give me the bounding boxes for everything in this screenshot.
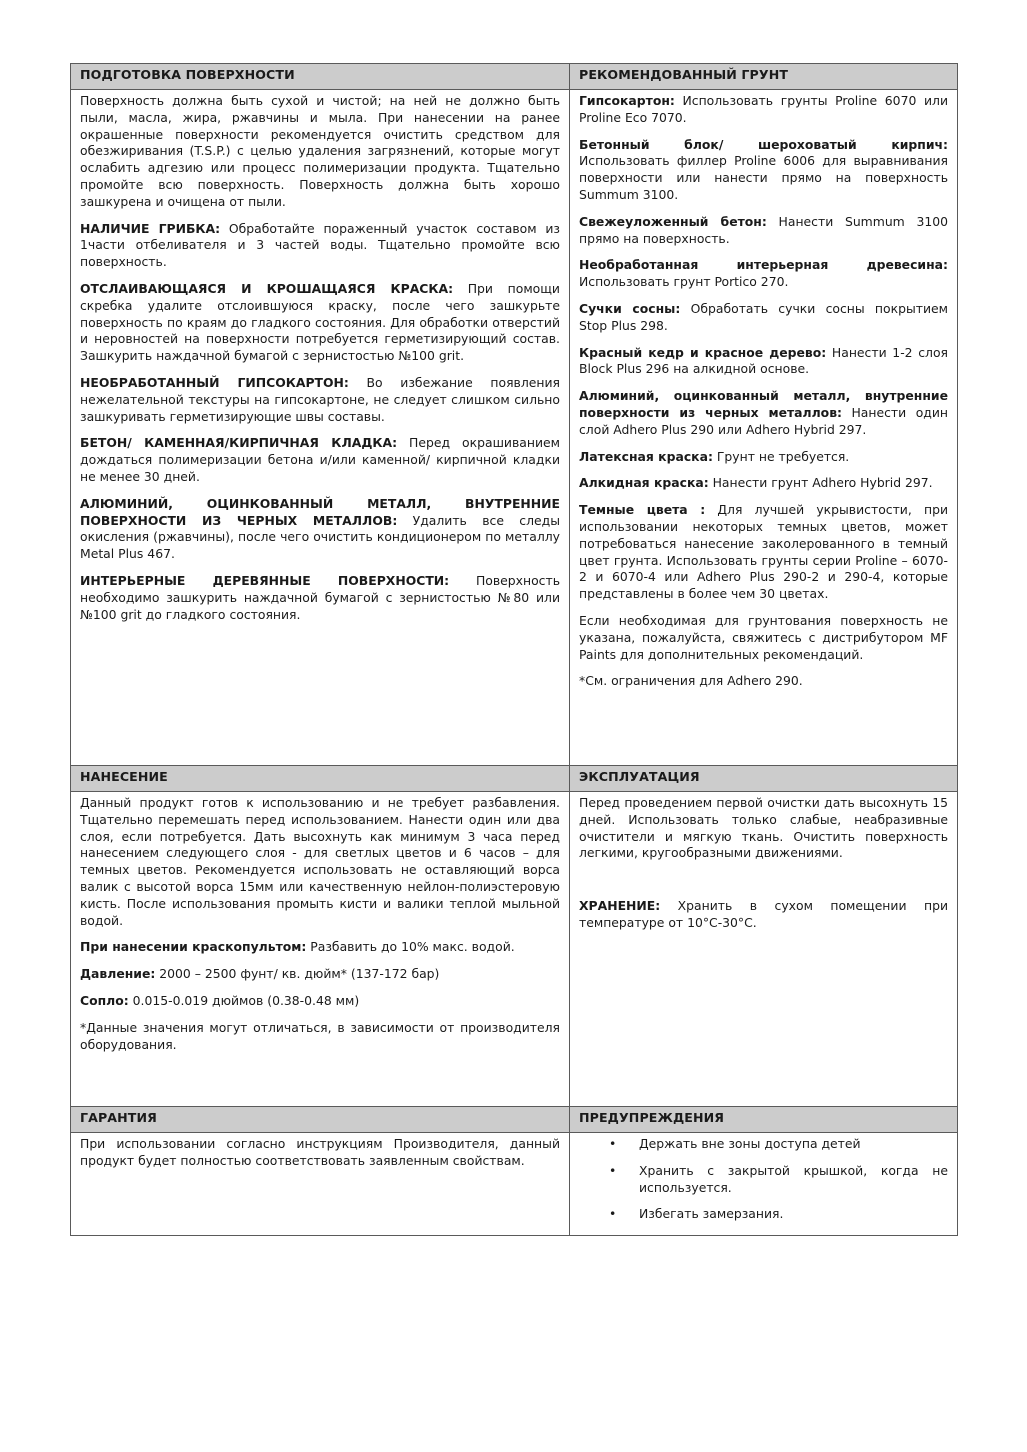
primer-item xyxy=(579,137,948,204)
storage-text: Хранить в сухом помещении при температуре от 10°C-30°C. xyxy=(579,898,948,930)
item-label: Гипсокартон: xyxy=(579,93,675,108)
item-label: ИНТЕРЬЕРНЫЕ ДЕРЕВЯННЫЕ ПОВЕРХНОСТИ: xyxy=(80,572,450,588)
primer-footnote: *См. ограничения для Adhero 290. xyxy=(579,673,803,689)
item-text: Нанести Summum 3100 прямо на поверхность. xyxy=(579,213,948,246)
item-text: 2000 – 2500 фунт/ кв. дюйм* (137-172 бар) xyxy=(155,966,440,982)
warnings-cell xyxy=(570,1133,958,1236)
primer-item xyxy=(579,502,948,603)
warranty-text: При использовании согласно инструкциям Производителя, данный продукт будет полностью соответствовать заявленным свойствам. xyxy=(80,1136,560,1168)
item-text: При помощи скребка удалите отслоившуюся краску, после чего зашкурьте поверхность по краям до гладкого состояния. Для обработки отверстий и неровностей на поверхности потребуется герметизирующий состав. Зашкурить наждачной бумагой с зернистостью №100 grit. xyxy=(80,280,560,364)
storage-item xyxy=(579,898,948,932)
item-label: НЕОБРАБОТАННЫЙ ГИПСОКАРТОН: xyxy=(80,374,349,390)
item-text: Нанести один слой Adhero Plus 290 или Adhero Hybrid 297. xyxy=(579,404,948,437)
primer-item xyxy=(579,301,948,335)
warning-text: Избегать замерзания. xyxy=(639,1206,784,1222)
warranty-cell xyxy=(71,1133,570,1236)
item-text: Обработать сучки сосны покрытием Stop Plus 298. xyxy=(579,300,948,333)
primer-item xyxy=(579,388,948,438)
item-text: 0.015-0.019 дюймов (0.38-0.48 мм) xyxy=(128,992,360,1008)
bullet-icon: • xyxy=(609,1206,617,1222)
bullet-icon: • xyxy=(609,1162,617,1178)
surface-prep-heading: ПОДГОТОВКА ПОВЕРХНОСТИ xyxy=(71,64,570,90)
application-item xyxy=(80,993,560,1010)
header-row-3 xyxy=(71,1107,958,1133)
surface-prep-intro: Поверхность должна быть сухой и чистой; на ней не должно быть пыли, масла, жира, ржавчины и мыла. При нанесении на ранее окрашенные поверхности рекомендуется очистить средством для обезжиривания (T.S.P.) с целью удаления загрязнений, которые могут ослабить адгезию или процесс полимеризации продукта. Тщательно промойте всю поверхность. Поверхность должна быть хорошо зашкурена и очищена от пыли. xyxy=(80,93,560,209)
item-text: Во избежание появления нежелательной текстуры на гипсокартоне, не следует слишком сильно зашкуривать герметизирующие швы составы. xyxy=(80,374,560,424)
surface-prep-item xyxy=(80,375,560,425)
item-text: Использовать грунты Proline 6070 или Proline Eco 7070. xyxy=(579,93,948,125)
warning-item xyxy=(579,1206,948,1223)
maintenance-text: Перед проведением первой очистки дать высохнуть 15 дней. Использовать только слабые, неабразивные очистители и мягкую ткань. Очистить поверхность легкими, кругообразными движениями. xyxy=(579,795,948,861)
header-row-1 xyxy=(71,64,958,90)
item-text: Перед окрашиванием дождаться полимеризации бетона и/или каменной/ кирпичной кладки не менее 30 дней. xyxy=(80,435,560,484)
item-label: БЕТОН/ КАМЕННАЯ/КИРПИЧНАЯ КЛАДКА: xyxy=(80,435,398,451)
warning-text: Хранить с закрытой крышкой, когда не используется. xyxy=(639,1162,948,1195)
primer-cell xyxy=(570,90,958,766)
primer-item xyxy=(579,93,948,127)
item-label: ОТСЛАИВАЮЩАЯСЯ И КРОШАЩАЯСЯ КРАСКА: xyxy=(80,280,454,296)
application-cell xyxy=(71,792,570,1107)
body-row-1 xyxy=(71,90,958,766)
primer-item xyxy=(579,214,948,248)
bullet-icon: • xyxy=(609,1136,617,1151)
warning-item xyxy=(579,1163,948,1197)
item-label: Алюминий, оцинкованный металл, внутренние поверхности из черных металлов: xyxy=(579,388,948,420)
spacer xyxy=(579,872,948,898)
item-label: НАЛИЧИЕ ГРИБКА: xyxy=(80,220,221,236)
warning-item xyxy=(579,1136,948,1153)
primer-item xyxy=(579,257,948,291)
primer-item xyxy=(579,449,948,466)
storage-label: ХРАНЕНИЕ: xyxy=(579,898,661,914)
item-label: При нанесении краскопультом: xyxy=(80,939,307,955)
product-info-table xyxy=(70,63,958,1236)
body-row-2 xyxy=(71,792,958,1107)
surface-prep-cell xyxy=(71,90,570,766)
primer-item xyxy=(579,475,948,492)
item-label: Свежеуложенный бетон: xyxy=(579,213,767,229)
item-text: Поверхность необходимо зашкурить наждачной бумагой с зернистостью №80 или №100 grit до гладкого состояния. xyxy=(80,572,560,622)
surface-prep-item xyxy=(80,221,560,271)
warranty-heading: ГАРАНТИЯ xyxy=(71,1107,570,1133)
surface-prep-item xyxy=(80,573,560,623)
item-text: Использовать грунт Portico 270. xyxy=(579,274,789,290)
warnings-list xyxy=(579,1136,948,1223)
item-label: АЛЮМИНИЙ, ОЦИНКОВАННЫЙ МЕТАЛЛ, ВНУТРЕННИЕ ПОВЕРХНОСТИ ИЗ ЧЕРНЫХ МЕТАЛЛОВ: xyxy=(80,495,560,528)
item-label: Латексная краска: xyxy=(579,448,713,464)
item-text: Грунт не требуется. xyxy=(712,448,850,464)
application-heading: НАНЕСЕНИЕ xyxy=(71,766,570,792)
item-text: Удалить все следы окисления (ржавчины), после чего очистить кондиционером по металлу Metal Plus 467. xyxy=(80,512,560,562)
warnings-heading: ПРЕДУПРЕЖДЕНИЯ xyxy=(570,1107,958,1133)
body-row-3 xyxy=(71,1133,958,1236)
item-label: Темные цвета : xyxy=(579,502,706,518)
application-item xyxy=(80,966,560,983)
item-label: Алкидная краска: xyxy=(579,475,709,491)
item-label: Необработанная интерьерная древесина: xyxy=(579,257,948,273)
item-text: Нанести 1-2 слоя Block Plus 296 на алкидной основе. xyxy=(579,344,948,377)
application-footnote: *Данные значения могут отличаться, в зависимости от производителя оборудования. xyxy=(80,1019,560,1052)
item-text: Нанести грунт Adhero Hybrid 297. xyxy=(708,475,933,491)
item-label: Сопло: xyxy=(80,992,129,1008)
maintenance-cell xyxy=(570,792,958,1107)
application-item xyxy=(80,939,560,956)
item-label: Бетонный блок/ шероховатый кирпич: xyxy=(579,136,948,152)
header-row-2 xyxy=(71,766,958,792)
item-text: Использовать филлер Proline 6006 для выравнивания поверхности или нанести прямо на поверхность Summum 3100. xyxy=(579,153,948,202)
surface-prep-item xyxy=(80,496,560,563)
primer-heading: РЕКОМЕНДОВАННЫЙ ГРУНТ xyxy=(570,64,958,90)
surface-prep-item xyxy=(80,281,560,365)
primer-contact-note: Если необходимая для грунтования поверхность не указана, пожалуйста, свяжитесь с дистрибутором MF Paints для дополнительных рекомендаций. xyxy=(579,612,948,662)
item-text: Для лучшей укрывистости, при использовании некоторых темных цветов, может потребоваться нанесение заколерованного в темный цвет грунта. Использовать грунты серии Proline – 6070-2 и 6070-4 или Adhero Plus 290-2 и 290-4, которые представлены в более чем 30 цветах. xyxy=(579,502,948,602)
primer-item xyxy=(579,345,948,379)
item-label: Давление: xyxy=(80,966,156,982)
maintenance-heading: ЭКСПЛУАТАЦИЯ xyxy=(570,766,958,792)
surface-prep-item xyxy=(80,435,560,485)
item-text: Обработайте пораженный участок составом из 1части отбеливателя и 3 частей воды. Тщательно промойте всю поверхность. xyxy=(80,220,560,270)
item-label: Красный кедр и красное дерево: xyxy=(579,344,827,360)
warning-text: Держать вне зоны доступа детей xyxy=(639,1136,861,1151)
application-intro: Данный продукт готов к использованию и не требует разбавления. Тщательно перемешать перед использованием. Нанести один или два слоя, если потребуется. Дать высохнуть как минимум 3 часа перед нанесением следующего слоя - для светлых цветов и 6 часов – для темных цветов. Рекомендуется использовать не оставляющий ворса валик с высотой ворса 15мм или качественную нейлон-полиэстеровую кисть. После использования промыть кисти и валики теплой мыльной водой. xyxy=(80,795,560,928)
item-label: Сучки сосны: xyxy=(579,300,681,316)
item-text: Разбавить до 10% макс. водой. xyxy=(306,939,515,955)
